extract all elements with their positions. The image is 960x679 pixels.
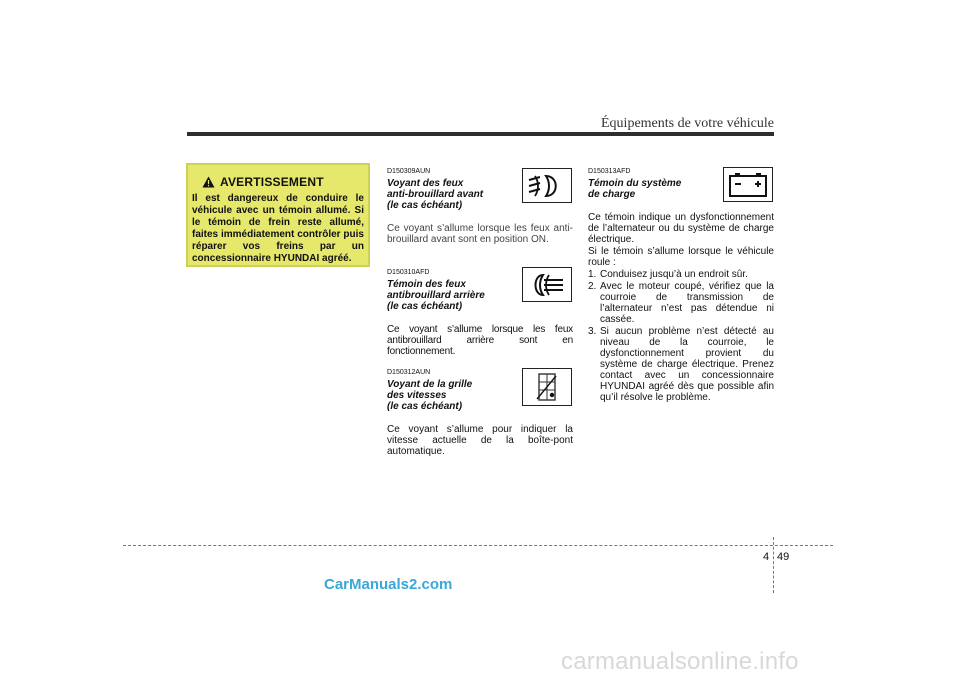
front-fog-light-icon [522, 168, 572, 203]
page-number: 49 [777, 551, 790, 563]
list-item [588, 269, 774, 280]
section-title-line: anti-brouillard avant [387, 189, 484, 200]
list-item [588, 281, 774, 325]
page-section-number: 4 [763, 551, 770, 563]
header-rule [187, 132, 774, 136]
footer-vertical-rule [773, 537, 774, 593]
section-charging [588, 167, 774, 403]
warning-body: Il est dangereux de conduire le véhicule avec un témoin allumé. Si le témoin de frein reste allumé, faites immédiatement contrôler puis réparer vos freins par un concessionnaire HYUNDAI agréé. [192, 193, 364, 264]
section-code: D150310AFD [387, 269, 430, 276]
section-title-line: Témoin du système [588, 178, 682, 189]
section-text: Ce témoin indique un dysfonctionnement de l’alternateur ou du système de charge électrique. [588, 212, 774, 245]
list-number: 2. [588, 281, 597, 292]
warning-title: AVERTISSEMENT [220, 175, 324, 189]
section-code: D150309AUN [387, 168, 431, 175]
section-title-line: Témoin des feux [387, 279, 466, 290]
list-item [588, 326, 774, 403]
list-number: 3. [588, 326, 597, 337]
list-number: 1. [588, 269, 597, 280]
warning-title-row [202, 175, 364, 189]
gear-grid-icon [522, 368, 572, 406]
page-header-title: Équipements de votre véhicule [601, 116, 774, 131]
section-title-line: antibrouillard arrière [387, 290, 485, 301]
battery-icon [723, 167, 773, 202]
warning-box [186, 163, 370, 267]
section-code: D150312AUN [387, 369, 431, 376]
section-title-line: des vitesses [387, 390, 447, 401]
section-title-line: (le cas échéant) [387, 200, 463, 211]
section-text: Ce voyant s’allume pour indiquer la vitesse actuelle de la boîte-pont automatique. [387, 424, 573, 457]
list-text: Avec le moteur coupé, vérifiez que la courroie de transmission de l’alternateur n’est pas détendue ni cassée. [600, 281, 774, 325]
watermark-text: carmanualsonline.info [561, 648, 799, 675]
brand-link[interactable]: CarManuals2.com [324, 576, 453, 593]
section-title-line: Voyant de la grille [387, 379, 473, 390]
section-text: Si le témoin s’allume lorsque le véhicule roule : [588, 246, 774, 268]
footer-rule [123, 545, 833, 546]
section-title-line: Voyant des feux [387, 178, 464, 189]
warning-triangle-icon [202, 176, 215, 188]
rear-fog-light-icon [522, 267, 572, 302]
section-title-line: (le cas échéant) [387, 301, 463, 312]
section-code: D150313AFD [588, 168, 631, 175]
section-text: Ce voyant s’allume lorsque les feux anti-brouillard avant sont en position ON. [387, 223, 573, 245]
list-text: Conduisez jusqu’à un endroit sûr. [600, 269, 748, 280]
section-text: Ce voyant s’allume lorsque les feux antibrouillard arrière sont en fonctionnement. [387, 324, 573, 357]
list-text: Si aucun problème n’est détecté au niveau de la courroie, le dysfonctionnement provient du système de charge électrique. Prenez contact avec un concessionnaire HYUNDAI agréé dès que possible afin qu’il résolve le problème. [600, 326, 774, 403]
section-title-line: (le cas échéant) [387, 401, 463, 412]
section-title-line: de charge [588, 189, 636, 200]
